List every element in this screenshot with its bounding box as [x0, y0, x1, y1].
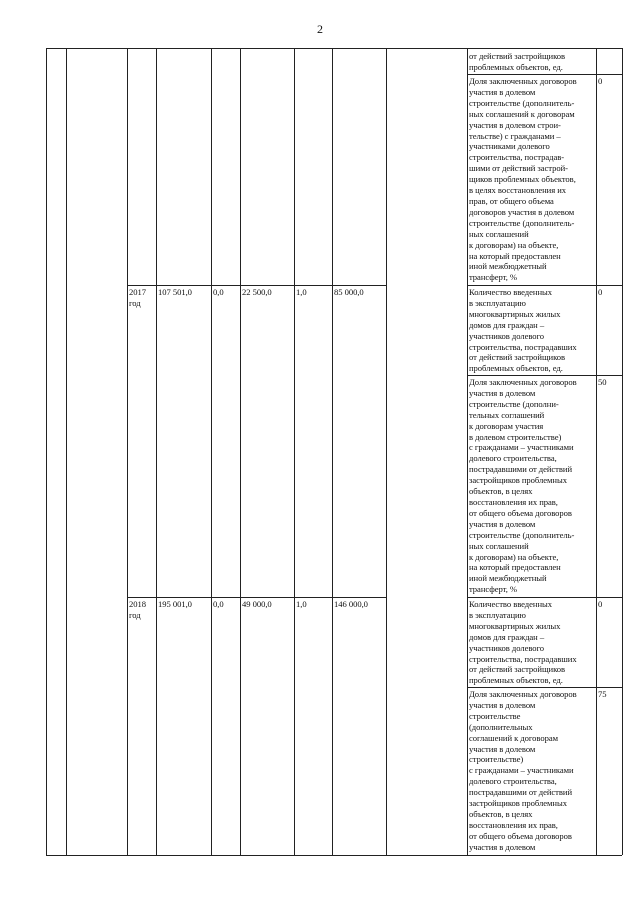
regional-cell: 49 000,0 [242, 599, 272, 609]
col-border-11 [622, 48, 623, 855]
indicator-name: Доля заключенных договоров участия в долевом строительстве (дополнитель- ных соглашений к договорам участия в долевом строи- тельстве) с гражданами – участниками долевого строительства, пострадав- шими от действий застрой- щиков проблемных объектов, в целях восстановления их прав, от общего объема договоров участия в долевом строительстве (дополнитель- ных соглашений к договорам) на объекте, на который предоставлен иной межбюджетный трансферт, % [469, 76, 577, 283]
local-cell: 1,0 [296, 599, 307, 609]
indicator-name: Доля заключенных договоров участия в долевом строительстве (дополни- тельных соглашений к договорам участия в долевом строительстве) с гражданами – участниками долевого строительства, пострадавшими от действий застройщиков проблемных объектов, в целях восстановления их прав, от общего объема договоров участия в долевом строительстве (дополнитель- ных соглашений к договорам) на объекте, на который предоставлен иной межбюджетный трансферт, % [469, 377, 577, 595]
federal-cell: 0,0 [213, 287, 224, 297]
year-cell: 2018 год [129, 599, 146, 620]
regional-cell: 22 500,0 [242, 287, 272, 297]
year-cell: 2017 год [129, 287, 146, 308]
col-border-10 [596, 48, 597, 855]
total-cell: 195 001,0 [158, 599, 192, 609]
indicator-value: 0 [598, 76, 603, 86]
row-separator-2018 [127, 597, 386, 598]
indicator-separator-2 [467, 285, 622, 286]
indicator-value: 75 [598, 689, 607, 699]
indicator-separator-3 [467, 375, 622, 376]
federal-cell: 0,0 [213, 599, 224, 609]
table-top-border [46, 48, 622, 49]
col-border-3 [156, 48, 157, 855]
col-border-6 [294, 48, 295, 855]
indicator-separator-1 [467, 74, 622, 75]
indicator-name: Количество введенных в эксплуатацию многоквартирных жилых домов для граждан – участников долевого строительства, пострадавших от действий застройщиков проблемных объектов, ед. [469, 599, 577, 686]
indicator-separator-5 [467, 687, 622, 688]
indicator-value: 50 [598, 377, 607, 387]
col-border-4 [211, 48, 212, 855]
col-border-9 [467, 48, 468, 855]
indicator-value: 0 [598, 599, 603, 609]
col-border-0 [46, 48, 47, 855]
indicator-name: от действий застройщиков проблемных объектов, ед. [469, 51, 566, 72]
table-bottom-border [46, 855, 622, 856]
col-border-1 [66, 48, 67, 855]
local-cell: 1,0 [296, 287, 307, 297]
total-cell: 107 501,0 [158, 287, 192, 297]
indicator-name: Доля заключенных договоров участия в долевом строительстве (дополнительных соглашений к договорам участия в долевом строительстве) с гражданами – участниками долевого строительства, пострадавшими от действий застройщиков проблемных объектов, в целях восстановления их прав, от общего объема договоров участия в долевом [469, 689, 577, 852]
row-separator-2017 [127, 285, 386, 286]
col-border-7 [332, 48, 333, 855]
col-border-5 [240, 48, 241, 855]
extrabudget-cell: 146 000,0 [334, 599, 368, 609]
col-border-8 [386, 48, 387, 855]
indicator-value: 0 [598, 287, 603, 297]
page-number: 2 [317, 22, 323, 36]
indicator-name: Количество введенных в эксплуатацию многоквартирных жилых домов для граждан – участников долевого строительства, пострадавших от действий застройщиков проблемных объектов, ед. [469, 287, 577, 374]
col-border-2 [127, 48, 128, 855]
indicator-separator-4 [467, 597, 622, 598]
extrabudget-cell: 85 000,0 [334, 287, 364, 297]
